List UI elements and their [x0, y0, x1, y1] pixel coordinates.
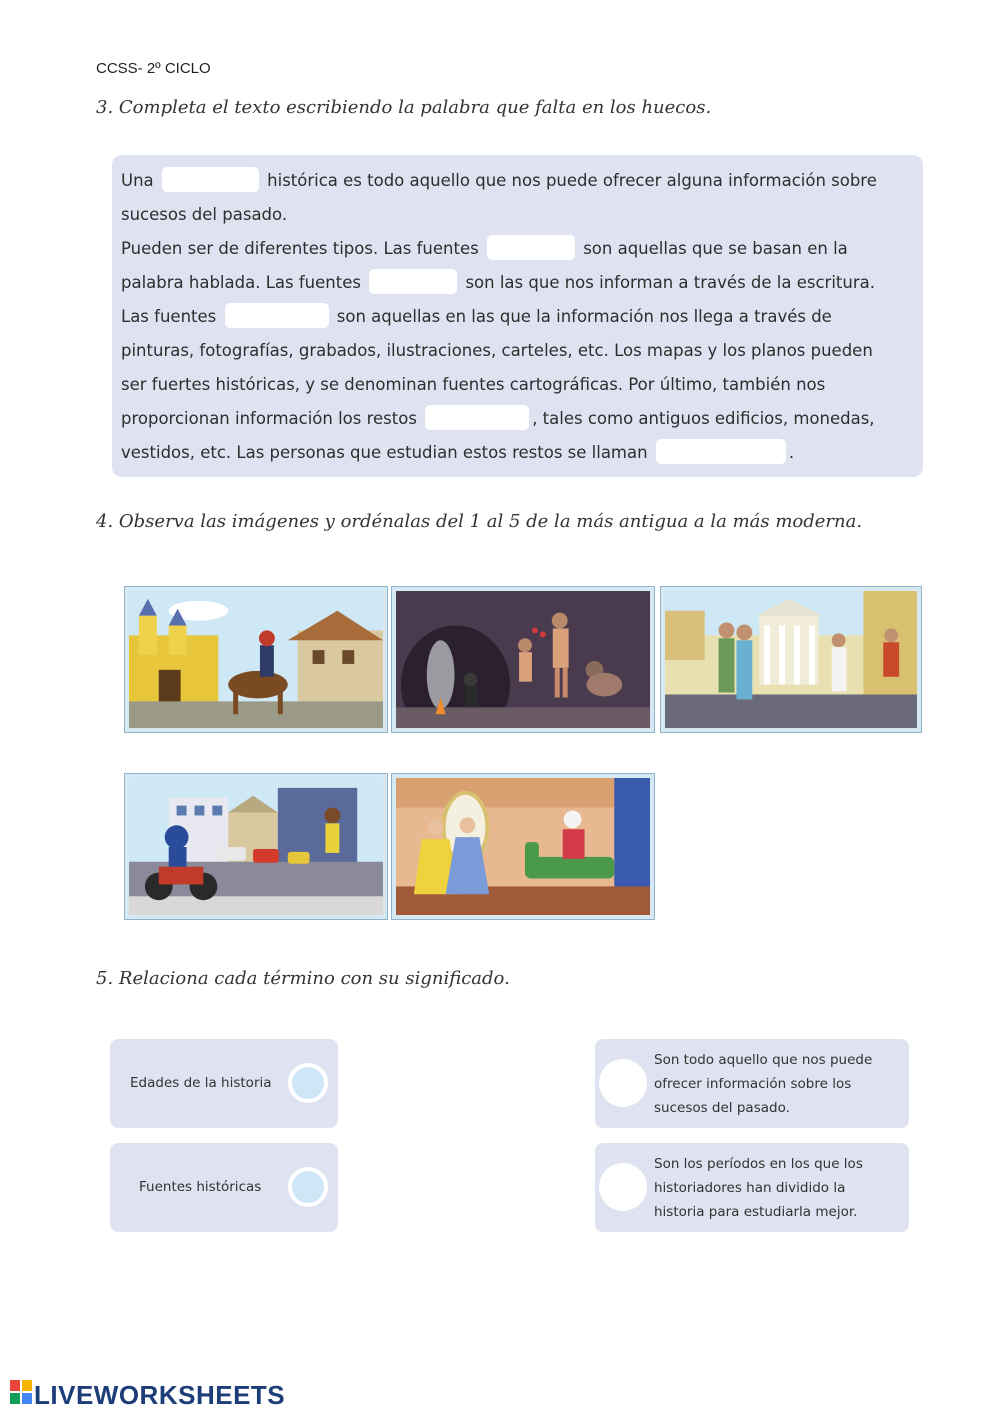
palace-scene-image[interactable]	[391, 773, 655, 920]
definition-line: historiadores han dividido la	[654, 1180, 846, 1196]
text-line-5	[121, 300, 832, 334]
blank-input-5[interactable]	[425, 405, 529, 430]
text-fragment: Una	[121, 171, 154, 190]
text-line-6: pinturas, fotografías, grabados, ilustraciones, carteles, etc. Los mapas y los planos pueden	[121, 341, 873, 360]
text-line-1	[121, 164, 877, 198]
definition-line: Son todo aquello que nos puede	[654, 1052, 873, 1068]
term-connector-dot-1[interactable]	[288, 1063, 328, 1103]
definition-text-1	[654, 1048, 872, 1120]
ancient-rome-scene-image[interactable]	[660, 586, 922, 733]
text-fragment: son aquellas en las que la información nos llega a través de	[336, 307, 832, 326]
term-connector-dot-2[interactable]	[288, 1167, 328, 1207]
text-fragment: Pueden ser de diferentes tipos. Las fuentes	[121, 239, 479, 258]
text-fragment: proporcionan información los restos	[121, 409, 417, 428]
text-line-2: sucesos del pasado.	[121, 205, 288, 224]
definition-line: ofrecer información sobre los	[654, 1076, 852, 1092]
liveworksheets-logo-icon	[10, 1380, 32, 1404]
text-line-4	[121, 266, 875, 300]
definition-connector-dot-2[interactable]	[599, 1163, 647, 1211]
blank-input-1[interactable]	[162, 167, 259, 192]
definition-connector-dot-1[interactable]	[599, 1059, 647, 1107]
blank-input-4[interactable]	[225, 303, 329, 328]
medieval-scene-image[interactable]	[124, 586, 388, 733]
text-fragment: histórica es todo aquello que nos puede ofrecer alguna información sobre	[267, 171, 877, 190]
modern-city-illustration	[129, 778, 383, 915]
text-fragment: vestidos, etc. Las personas que estudian estos restos se llaman	[121, 443, 648, 462]
text-line-8	[121, 402, 875, 436]
modern-city-scene-image[interactable]	[124, 773, 388, 920]
definition-line: sucesos del pasado.	[654, 1100, 790, 1116]
blank-input-6[interactable]	[656, 439, 786, 464]
definition-text-2	[654, 1152, 863, 1224]
blank-input-3[interactable]	[369, 269, 457, 294]
text-fragment: Las fuentes	[121, 307, 217, 326]
text-fragment: son las que nos informan a través de la escritura.	[465, 273, 875, 292]
ancient-rome-illustration	[665, 591, 917, 728]
text-fragment: son aquellas que se basan en la	[583, 239, 848, 258]
definition-line: Son los períodos en los que los	[654, 1156, 863, 1172]
text-fragment: palabra hablada. Las fuentes	[121, 273, 361, 292]
text-line-7: ser fuertes históricas, y se denominan fuentes cartográficas. Por último, también nos	[121, 375, 826, 394]
text-line-3	[121, 232, 848, 266]
term-label-1: Edades de la historia	[130, 1075, 272, 1091]
text-fragment: , tales como antiguos edificios, monedas,	[532, 409, 875, 428]
question-3-heading: 3. Completa el texto escribiendo la palabra que falta en los huecos.	[96, 97, 712, 118]
question-4-heading: 4. Observa las imágenes y ordénalas del 1 al 5 de la más antigua a la más moderna.	[96, 511, 863, 532]
text-line-9	[121, 436, 794, 470]
course-code: CCSS- 2º CICLO	[96, 60, 211, 77]
prehistoric-cave-illustration	[396, 591, 650, 728]
liveworksheets-brand[interactable]: LIVEWORKSHEETS	[34, 1380, 286, 1410]
term-label-2: Fuentes históricas	[139, 1179, 262, 1195]
prehistoric-scene-image[interactable]	[391, 586, 655, 733]
blank-input-2[interactable]	[487, 235, 575, 260]
question-5-heading: 5. Relaciona cada término con su significado.	[96, 968, 510, 989]
palace-illustration	[396, 778, 650, 915]
text-fragment: .	[788, 443, 795, 462]
medieval-scene-illustration	[129, 591, 383, 728]
definition-line: historia para estudiarla mejor.	[654, 1204, 858, 1220]
